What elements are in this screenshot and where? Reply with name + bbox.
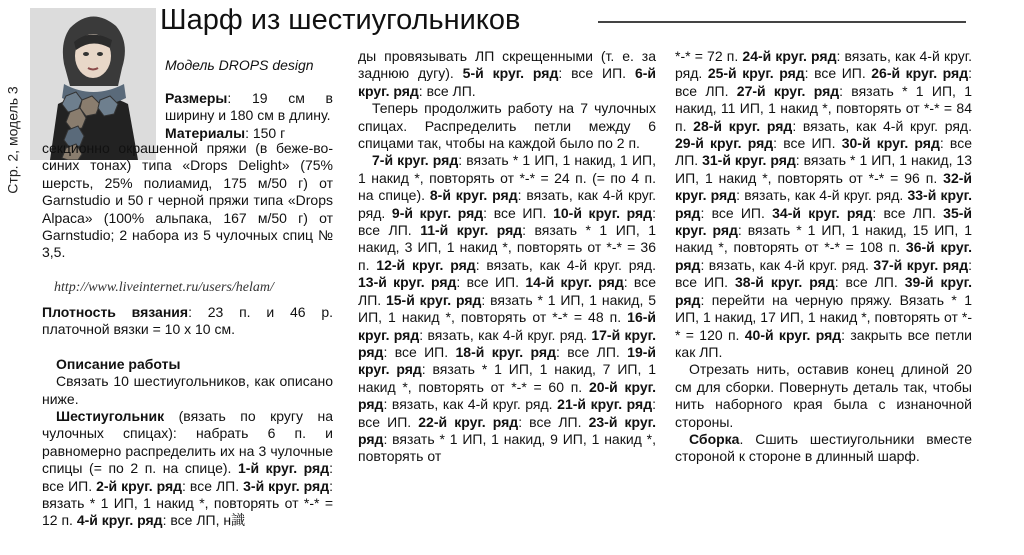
materials-label: Материалы: [165, 124, 246, 141]
materials-block: [42, 140, 333, 262]
woman-with-scarf-illustration: [30, 8, 156, 160]
round-label: 29-й круг. ряд: [675, 135, 774, 152]
round-label: 34-й круг. ряд: [772, 204, 873, 221]
round-label: 9-й круг. ряд: [391, 204, 484, 221]
round-label: 38-й круг. ряд: [735, 274, 835, 291]
round-label: 18-й круг. ряд: [455, 343, 556, 360]
round-label: 35-й круг. ряд: [675, 204, 972, 239]
round-label: 19-й круг. ряд: [358, 343, 656, 378]
round-label: 31-й круг. ряд: [702, 152, 796, 169]
round-text: : вязать, как 4-й круг. ряд.: [792, 117, 972, 134]
round-text: : все ЛП.: [834, 274, 905, 291]
right-column: [675, 48, 972, 466]
sizes-text: : 19 см в ширину и 180 см в длину.: [165, 90, 333, 124]
middle-column: [358, 48, 656, 466]
round-text: : все ИП.: [558, 65, 635, 82]
round-text: : вязать * 1 ИП, 1 накид, 7 ИП, 1 накид *, повторять от *-* = 60 п.: [358, 361, 656, 395]
round-label: 21-й круг. ряд: [557, 396, 653, 413]
round-text: : все ИП.: [383, 343, 456, 360]
round-text: : все ИП.: [773, 135, 842, 152]
model-photo: [30, 8, 156, 160]
round-label: 23-й круг. ряд: [358, 413, 656, 447]
cut-paragraph: Отрезать нить, оставив конец длиной 20 см для сборки. Повернуть деталь так, чтобы нить наборного края была с изнаночной стороны.: [675, 361, 972, 430]
round-label: 40-й круг. ряд: [744, 326, 842, 343]
left-column-lower: [42, 304, 333, 530]
round-text: : вязать, как 4-й круг. ряд.: [475, 256, 656, 273]
round-text: : вязать * 1 ИП, 1 накид, 9 ИП, 1 накид *, повторять от: [358, 430, 656, 465]
round-label: 12-й круг. ряд: [376, 256, 476, 273]
round-text: : вязать, как 4-й круг. ряд.: [419, 326, 592, 343]
round-label: 37-й круг. ряд: [873, 256, 969, 273]
title-divider: [598, 21, 966, 23]
round-text: : все ИП.: [483, 204, 554, 221]
round-text: : все ИП.: [700, 204, 773, 221]
round-text: : все ЛП.: [675, 65, 972, 99]
sizes-label: Размеры: [165, 90, 228, 106]
page-reference: [2, 40, 24, 240]
round-label: 5-й круг. ряд: [462, 65, 559, 82]
hexagon-text: (вязать по кругу на чулочных спицах): набрать 6 п. и равномерно распределить их на 3 чулочные спицы (= по 2 п. на спице).: [42, 408, 333, 477]
round-label: 25-й круг. ряд: [707, 65, 805, 82]
round-label: 10-й круг. ряд: [553, 204, 653, 221]
round-label: 28-й круг. ряд: [693, 117, 793, 134]
round-label: 3-й круг. ряд: [243, 477, 330, 494]
round-text: : все ЛП, н識: [162, 512, 246, 529]
description-heading: Описание работы: [56, 355, 181, 372]
description-text: Связать 10 шестиугольников, как описано ниже.: [42, 373, 333, 407]
round-label: 26-й круг. ряд: [871, 65, 969, 82]
round-text: : вязать * 1 ИП, 1 накид, 13 ИП, 1 накид *, повторять от *-* = 96 п.: [675, 152, 972, 186]
round-label: 11-й круг. ряд: [420, 222, 523, 239]
design-credit: Модель DROPS design: [165, 57, 314, 73]
round-text: : все ЛП.: [872, 204, 944, 221]
round-text: ды провязывать ЛП скрещенными (т. е. за заднюю дугу).: [358, 48, 656, 82]
materials-text-b: секционно окрашенной пряжи (в беже-во-синих тонах) типа «Drops Delight» (75% шерсть, 25% полиамид, 175 м/50 г) от Garnstudio и 50 г черной пряжи типа «Drops Alpaca» (100% альпака, 167 м/50 г) от Garnstudio; 2 набора из 5 чулочных спиц № 3,5.: [42, 140, 333, 261]
round-label: 4-й круг. ряд: [76, 512, 163, 529]
round-label: 20-й круг. ряд: [358, 378, 656, 413]
watermark-url: http://www.liveinternet.ru/users/helam/: [54, 280, 274, 295]
sizes-block: [165, 90, 333, 142]
round-label: 39-й круг. ряд: [675, 274, 972, 308]
round-text: : вязать * 1 ИП, 1 накид, 11 ИП, 1 накид *, повторять от *-* = 84 п.: [675, 82, 972, 134]
round-text: : вязать * 1 ИП, 1 накид *, повторять от *-* = 12 п.: [42, 477, 333, 529]
round-text: : закрыть все петли как ЛП.: [675, 326, 972, 360]
round-text: : все ЛП.: [182, 477, 244, 494]
round-text: : вязать, как 4-й круг. ряд.: [736, 187, 908, 204]
round-text: : все ИП.: [42, 460, 333, 494]
density-label: Плотность вязания: [42, 304, 189, 320]
round-text: : все ИП.: [675, 256, 972, 291]
round-label: 32-й круг. ряд: [675, 169, 972, 204]
round-text: : все ИП.: [804, 65, 872, 82]
page-title: Шарф из шестиугольников: [160, 4, 521, 36]
round-label: 13-й круг. ряд: [358, 274, 457, 291]
continue-paragraph: Теперь продолжить работу на 7 чулочных спицах. Распределить петли между 6 спицами так, чтобы на каждой было по 2 п.: [358, 100, 656, 152]
round-text: : все ЛП.: [358, 274, 656, 308]
round-label: 7-й круг. ряд: [372, 152, 459, 169]
round-text: : все ЛП.: [358, 204, 656, 239]
round-label: 27-й круг. ряд: [736, 82, 840, 99]
round-label: 1-й круг. ряд: [238, 460, 330, 477]
round-text: *-* = 72 п.: [675, 48, 743, 64]
round-label: 24-й круг. ряд: [742, 48, 837, 64]
assembly-text: . Сшить шестиугольники вместе стороной к стороне в длинный шарф.: [675, 430, 972, 465]
round-text: : вязать, как 4-й круг. ряд.: [675, 48, 972, 82]
round-text: : все ЛП.: [675, 135, 972, 169]
round-label: 30-й круг. ряд: [841, 135, 940, 152]
round-label: 36-й круг. ряд: [675, 239, 972, 273]
page-reference-text: Стр. 2, модель 3: [5, 86, 22, 194]
round-text: : вязать * 1 ИП, 1 накид, 1 ИП, 1 накид *, повторять от *-* = 24 п. (= по 4 п. на спице).: [358, 152, 656, 204]
assembly-label: Сборка: [689, 430, 740, 447]
round-label: 33-й круг. ряд: [675, 187, 972, 221]
round-text: : все ИП.: [456, 274, 526, 291]
density-text: : 23 п. и 46 р. платочной вязки = 10 х 10 см.: [42, 304, 333, 338]
round-text: : все ЛП.: [555, 343, 628, 360]
round-text: : вязать * 1 ИП, 1 накид, 15 ИП, 1 накид *, повторять от *-* = 108 п.: [675, 222, 972, 256]
round-label: 16-й круг. ряд: [358, 309, 656, 343]
round-label: 2-й круг. ряд: [96, 477, 183, 494]
round-text: : все ЛП.: [518, 413, 589, 430]
round-label: 22-й круг. ряд: [418, 413, 519, 430]
round-text: : все ЛП.: [418, 82, 476, 99]
round-label: 8-й круг. ряд: [429, 187, 518, 204]
round-label: 14-й круг. ряд: [525, 274, 624, 291]
round-text: : вязать, как 4-й круг. ряд.: [383, 396, 558, 413]
round-text: : вязать, как 4-й круг. ряд.: [358, 187, 656, 221]
round-label: 17-й круг. ряд: [358, 326, 656, 360]
round-label: 15-й круг. ряд: [385, 291, 482, 308]
round-text: : вязать, как 4-й круг. ряд.: [700, 256, 874, 273]
round-text: : вязать * 1 ИП, 1 накид, 3 ИП, 1 накид *, повторять от *-* = 36 п.: [358, 222, 656, 273]
materials-text-a: : 150 г: [245, 124, 286, 141]
round-label: 6-й круг. ряд: [358, 65, 656, 99]
round-text: : вязать * 1 ИП, 1 накид, 5 ИП, 1 накид *, повторять от *-* = 48 п.: [358, 291, 656, 326]
hexagon-label: Шестиугольник: [56, 408, 165, 425]
round-text: : перейти на черную пряжу. Вязать * 1 ИП, 1 накид, 17 ИП, 1 накид *, повторять от *-* = 120 п.: [675, 291, 972, 343]
round-text: : все ИП.: [358, 396, 656, 430]
